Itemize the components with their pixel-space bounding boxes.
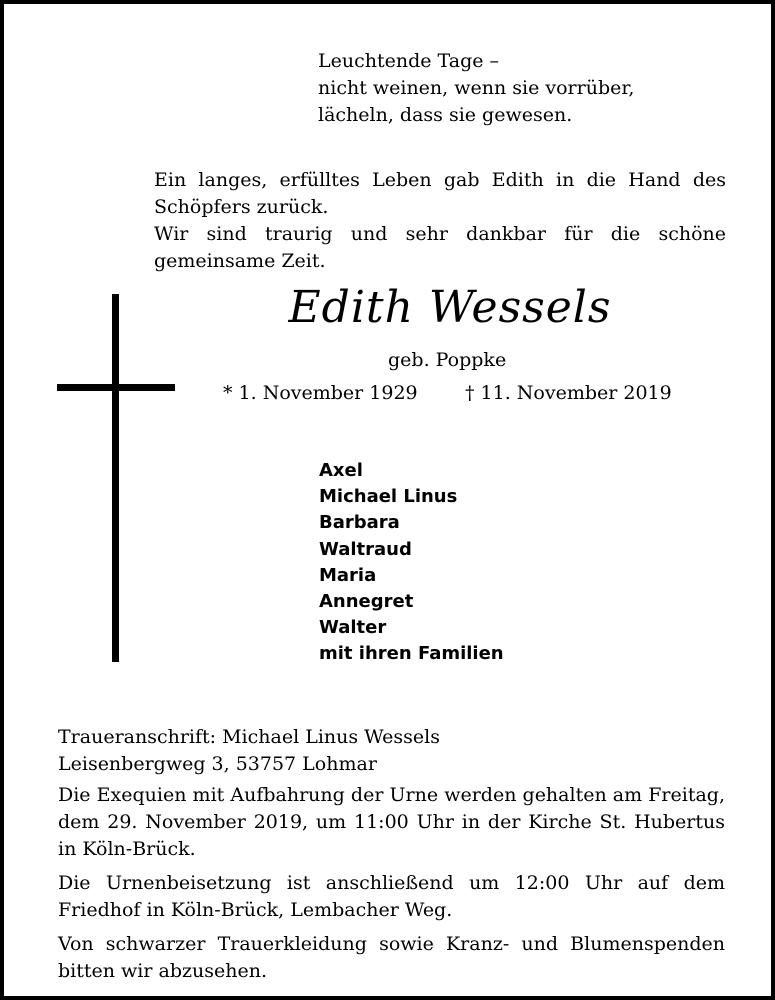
family-member: Walter xyxy=(319,617,387,639)
family-closing: mit ihren Familien xyxy=(319,643,504,665)
address-line: Traueranschrift: Michael Linus Wessels xyxy=(58,726,440,748)
poem-line: Leuchtende Tage – xyxy=(318,50,500,72)
birth-date: * 1. November 1929 xyxy=(223,382,418,404)
cross-icon xyxy=(112,294,119,662)
family-member: Barbara xyxy=(319,512,400,534)
burial-text: Die Urnenbeisetzung ist anschließend um 12:00 Uhr auf dem Friedhof in Köln-Brück, Lembacher Weg. xyxy=(58,872,725,921)
poem xyxy=(318,48,634,129)
intro-line: Wir sind traurig und sehr dankbar für die schöne gemeinsame Zeit. xyxy=(154,223,726,272)
intro-line: Ein langes, erfülltes Leben gab Edith in die Hand des Schöpfers zurück. xyxy=(154,169,726,218)
mourning-address xyxy=(58,724,725,778)
death-date: † 11. November 2019 xyxy=(465,382,672,404)
poem-line: nicht weinen, wenn sie vorrüber, xyxy=(318,77,635,99)
family-member: Annegret xyxy=(319,591,414,613)
exequien-text: Die Exequien mit Aufbahrung der Urne werden gehalten am Freitag, dem 29. November 2019, um 11:00 Uhr in der Kirche St. Hubertus in Köln-Brück. xyxy=(58,784,725,860)
address-line: Leisenbergweg 3, 53757 Lohmar xyxy=(58,753,377,775)
poem-line: lächeln, dass sie gewesen. xyxy=(318,104,573,126)
family-member: Michael Linus xyxy=(319,486,458,508)
family-member: Maria xyxy=(319,564,377,586)
footer-info xyxy=(58,724,725,992)
request-text: Von schwarzer Trauerkleidung sowie Kranz- und Blumenspenden bitten wir abzusehen. xyxy=(58,933,725,982)
intro-text xyxy=(154,167,726,275)
family-list xyxy=(319,458,504,668)
cross-icon-bar xyxy=(57,384,175,391)
deceased-name: Edith Wessels xyxy=(288,282,612,333)
family-member: Axel xyxy=(319,460,363,481)
family-member: Waltraud xyxy=(319,538,412,560)
maiden-name: geb. Poppke xyxy=(388,349,507,371)
